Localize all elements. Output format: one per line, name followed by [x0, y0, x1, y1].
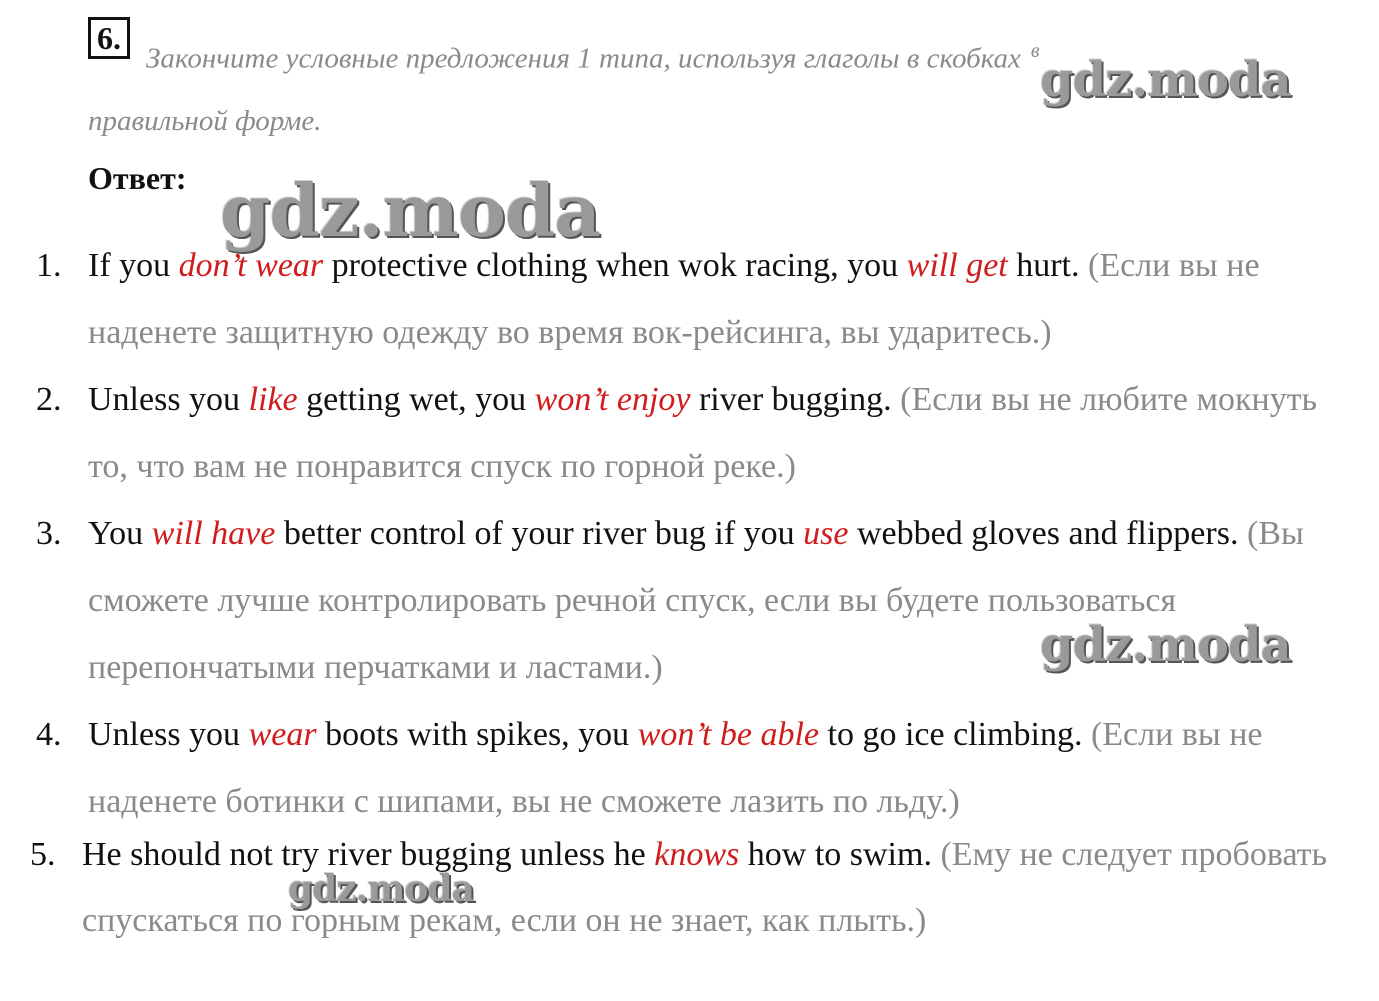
answer-sentence: [88, 366, 1346, 500]
watermark-logo: gdz.moda: [1040, 52, 1291, 108]
verb-form: will have: [151, 515, 276, 552]
answer-item: [36, 701, 1346, 835]
sentence-text: to go ice climbing.: [819, 716, 1091, 753]
sentence-text: If you: [88, 247, 179, 284]
verb-form: like: [248, 381, 298, 418]
sentence-text: hurt.: [1007, 247, 1089, 284]
verb-form: won’t be able: [637, 716, 819, 753]
answer-number: 2.: [36, 381, 62, 418]
sentence-text: Unless you: [88, 716, 249, 753]
translation-text: (Если вы не любите мокнуть то, что вам не понравится спуск по горной реке.): [88, 381, 1318, 485]
answer-sentence: [82, 822, 1340, 954]
answer-label: Ответ:: [88, 160, 187, 196]
translation-text: (Ему не следует пробовать спускаться по горным рекам, если он не знает, как плыть.): [82, 836, 1328, 939]
verb-form: will get: [906, 247, 1008, 284]
task-instruction-line1: Закончите условные предложения 1 типа, используя глаголы в скобках: [146, 42, 1021, 75]
task-instruction-small: в: [1030, 40, 1040, 62]
answer-sentence: [88, 701, 1346, 835]
answer-item: [30, 822, 1340, 954]
sentence-text: Unless you: [88, 381, 249, 418]
translation-text: (Если вы не наденете защитную одежду во время вок-рейсинга, вы ударитесь.): [88, 247, 1260, 351]
answer-item: [36, 366, 1346, 500]
translation-text: (Вы сможете лучше контролировать речной спуск, если вы будете пользоваться перепончатыми перчатками и ластами.): [88, 515, 1304, 686]
task-instruction-line2: правильной форме.: [88, 104, 322, 137]
translation-text: (Если вы не наденете ботинки с шипами, вы не сможете лазить по льду.): [88, 716, 1263, 820]
verb-form: use: [803, 515, 849, 552]
answer-number: 5.: [30, 836, 56, 873]
sentence-text: You: [88, 515, 152, 552]
sentence-text: river bugging.: [690, 381, 901, 418]
watermark-logo: gdz.moda: [1040, 617, 1291, 673]
sentence-text: protective clothing when wok racing, you: [323, 247, 907, 284]
watermark-logo: gdz.moda: [220, 168, 600, 253]
sentence-text: webbed gloves and flippers.: [848, 515, 1247, 552]
sentence-text: boots with spikes, you: [316, 716, 638, 753]
verb-form: wear: [248, 716, 317, 753]
answer-number: 4.: [36, 716, 62, 753]
watermark-logo: gdz.moda: [288, 868, 474, 910]
verb-form: knows: [654, 836, 740, 873]
verb-form: won’t enjoy: [534, 381, 691, 418]
sentence-text: better control of your river bug if you: [275, 515, 804, 552]
sentence-text: how to swim.: [739, 836, 941, 873]
answer-number: 1.: [36, 247, 62, 284]
task-number: 6.: [88, 17, 130, 59]
sentence-text: He should not try river bugging unless he: [82, 836, 655, 873]
verb-form: don’t wear: [178, 247, 324, 284]
answer-number: 3.: [36, 515, 62, 552]
sentence-text: getting wet, you: [297, 381, 535, 418]
